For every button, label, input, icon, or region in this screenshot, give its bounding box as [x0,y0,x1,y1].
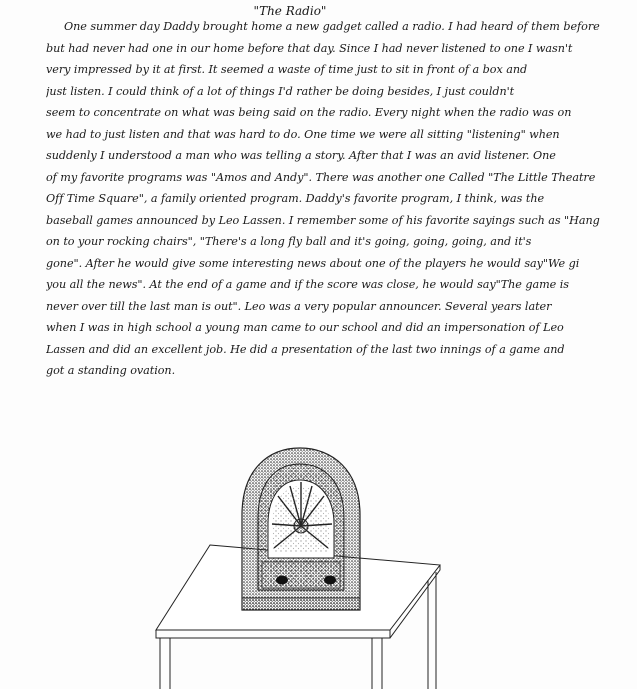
text-line: you all the news". At the end of a game and if the score was close, he would say"The game is [46,278,569,291]
text-line: but had never had one in our home before that day. Since I had never listened to one I wasn't [46,41,573,55]
text-line: baseball games announced by Leo Lassen. I remember some of his favorite sayings such as "Hang [46,213,600,227]
text-line: got a standing ovation. [46,364,176,377]
text-line: never over till the last man is out". Leo was a very popular announcer. Several years later [46,299,552,313]
text-line: seem to concentrate on what was being said on the radio. Every night when the radio was on [46,106,572,119]
story-text [46,16,634,382]
text-line: suddenly I understood a man who was telling a story. After that I was an avid listener. One [46,149,556,162]
text-line: One summer day Daddy brought home a new gadget called a radio. I had heard of them before [64,20,600,33]
text-line: gone". After he would give some interesting news about one of the players he would say"We gi [46,256,580,270]
text-line: very impressed by it at first. It seemed a waste of time just to sit in front of a box and [46,63,528,76]
text-line: just listen. I could think of a lot of things I'd rather be doing besides, I just couldn't [46,84,515,98]
text-line: we had to just listen and that was hard to do. One time we were all sitting "listening" when [46,127,560,141]
text-line: when I was in high school a young man came to our school and did an impersonation of Leo [46,321,564,334]
text-line: Off Time Square", a family oriented program. Daddy's favorite program, I think, was the [46,192,545,205]
text-line: on to your rocking chairs", "There's a long fly ball and it's going, going, going, and it's [46,235,532,248]
story-title: "The Radio" [253,4,327,18]
text-line: of my favorite programs was "Amos and Andy". There was another one Called "The Little Theatre [46,170,596,184]
radio-on-table-sketch [150,440,450,689]
radio-sketch [242,448,360,610]
text-line: Lassen and did an excellent job. He did a presentation of the last two innings of a game and [46,342,565,356]
